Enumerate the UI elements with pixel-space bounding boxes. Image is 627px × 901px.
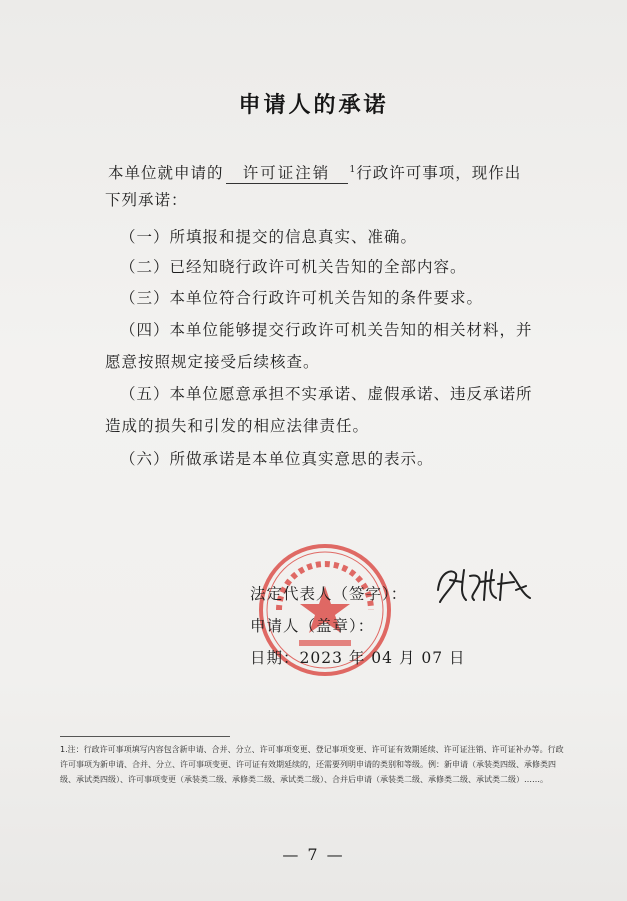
commitment-item-4: （四）本单位能够提交行政许可机关告知的相关材料，并: [120, 321, 533, 339]
intro-line: [108, 160, 521, 184]
intro-text-after: 行政许可事项，现作出: [356, 164, 522, 183]
commitment-item-1: （一）所填报和提交的信息真实、准确。: [120, 228, 418, 246]
commitment-item-2: （二）已经知晓行政许可机关告知的全部内容。: [120, 258, 467, 276]
legal-rep-signature-line: 法定代表人（签字）：: [250, 585, 408, 603]
commitment-item-3: （三）本单位符合行政许可机关告知的条件要求。: [120, 289, 484, 307]
footnote-text: 1.注：行政许可事项填写内容包含新申请、合并、分立、许可事项变更、登记事项变更、许可证有效期延续、许可证注销、许可证补办等。行政许可事项为新申请、合并、分立、许可事项变更、许可证有效期延续的，还需要列明申请的类别和等级。例：新申请（承装类四级、承修类四级、承试类四级）、许可事项变更（承装类二级、承修类二级、承试类二级）、合并后申请（承装类二级、承修类二级、承试类二级）……。: [60, 745, 564, 784]
page-title: 申请人的承诺: [238, 93, 389, 118]
commitment-item-5-cont: 造成的损失和引发的相应法律责任。: [105, 417, 370, 435]
handwritten-signature-icon: [430, 560, 540, 610]
intro-text-before: 本单位就申请的: [108, 164, 224, 183]
commitment-item-5: （五）本单位愿意承担不实承诺、虚假承诺、违反承诺所: [120, 385, 533, 403]
intro-blank-field: 许可证注销: [226, 163, 348, 184]
applicant-seal-line: 申请人（盖章）：: [250, 617, 375, 635]
page-number: — 7 —: [282, 845, 345, 864]
footnote-divider: [60, 736, 230, 737]
commitment-item-4-cont: 愿意按照规定接受后续核查。: [105, 353, 320, 371]
commitment-item-6: （六）所做承诺是本单位真实意思的表示。: [120, 450, 434, 468]
date-line: 日期：2023 年 04 月 07 日: [250, 649, 466, 667]
intro-continuation: 下列承诺：: [105, 191, 188, 209]
footnote-ref: 1: [349, 165, 357, 175]
